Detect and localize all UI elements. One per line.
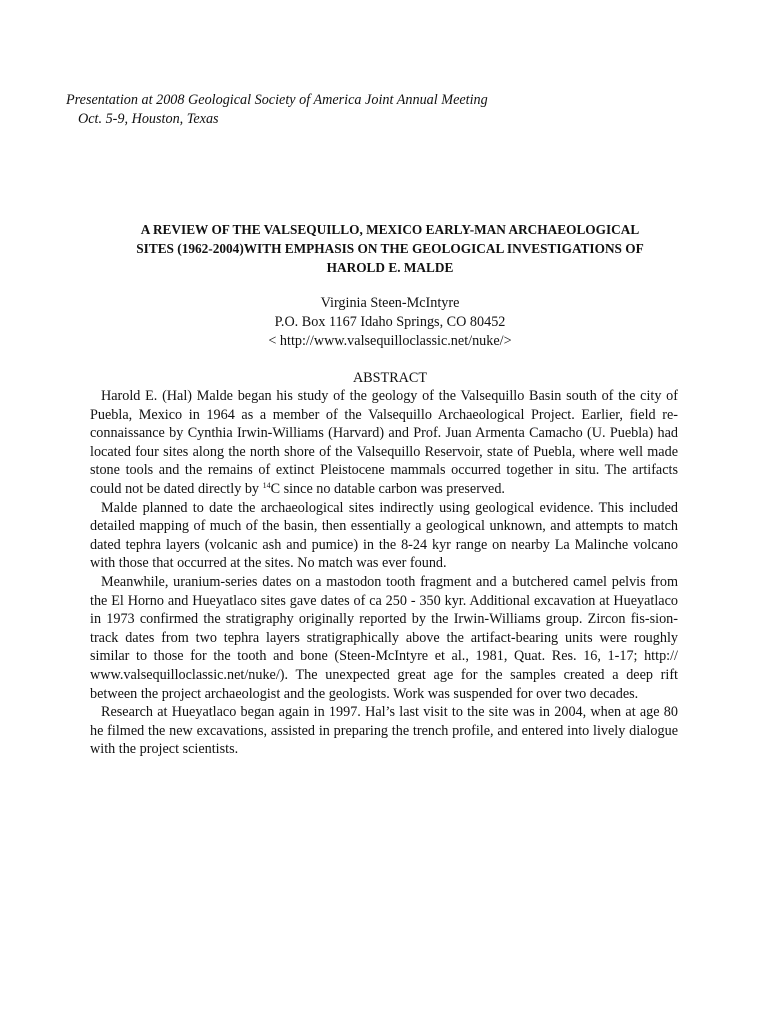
abstract-paragraph-4: Research at Hueyatlaco began again in 1997. Hal’s last visit to the site was in 2004, when at age 80 he filmed the new excavations, assisted in preparing the trench profile, and entered into lively dialogue with the project scientists. [90, 704, 678, 758]
author-address: P.O. Box 1167 Idaho Springs, CO 80452 [274, 314, 506, 330]
abstract-body [90, 387, 678, 759]
presentation-header [66, 91, 488, 129]
author-website: < http://www.valsequilloclassic.net/nuke/> [268, 333, 512, 349]
abstract-paragraph-1-text: Harold E. (Hal) Malde began his study of the geology of the Valsequillo Basin south of the city of Puebla, Mexico in 1964 as a member of the Valsequillo Archaeological Project. Earlier, field re-connaissance by Cynthia Irwin-Williams (Harvard) and Prof. Juan Armenta Camacho (U. Puebla) had located four sites along the north shore of the Valsequillo Reservoir, state of Puebla, where well made stone tools and the remains of extinct Pleistocene mammals occurred together in situ. The artifacts could not be dated directly by [90, 388, 678, 497]
abstract-paragraph-3: Meanwhile, uranium-series dates on a mastodon tooth fragment and a butchered camel pelvis from the El Horno and Hueyatlaco sites gave dates of ca 250 - 350 kyr. Additional excavation at Hueyatlaco in 1973 confirmed the stratigraphy originally reported by the Irwin-Williams group. Zircon fis-sion-track dates from two tephra layers stratigraphically above the artifact-bearing units were roughly similar to those for the tooth and bone (Steen-McIntyre et al., 1981, Quat. Res. 16, 1-17; http:// www.valsequilloclassic.net/nuke/). The unexpected great age for the samples created a deep rift between the project archaeologist and the geologists. Work was suspended for over two decades. [90, 573, 678, 702]
abstract-heading: ABSTRACT [352, 370, 428, 386]
abstract-paragraph-1 [90, 387, 678, 499]
paper-title-line-3: HAROLD E. MALDE [326, 260, 454, 275]
presentation-line: Presentation at 2008 Geological Society of America Joint Annual Meeting [66, 92, 488, 108]
paper-title [90, 220, 690, 277]
author-block [90, 294, 690, 351]
carbon-14-superscript: 14 [262, 480, 271, 490]
abstract-paragraph-2: Malde planned to date the archaeological sites indirectly using geological evidence. This included detailed mapping of much of the basin, then essentially a geological unknown, and attempts to match dated tephra layers (volcanic ash and pumice) in the 8-24 kyr range on nearby La Malinche volcano with those that occurred at the sites. No match was ever found. [90, 499, 678, 572]
author-name: Virginia Steen-McIntyre [320, 295, 460, 311]
paper-title-line-2: SITES (1962-2004)WITH EMPHASIS ON THE GEOLOGICAL INVESTIGATIONS OF [136, 241, 644, 256]
presentation-date-location: Oct. 5-9, Houston, Texas [78, 111, 219, 127]
paper-title-line-1: A REVIEW OF THE VALSEQUILLO, MEXICO EARLY-MAN ARCHAEOLOGICAL [140, 222, 640, 237]
abstract-paragraph-1-end: C since no datable carbon was preserved. [270, 480, 505, 497]
